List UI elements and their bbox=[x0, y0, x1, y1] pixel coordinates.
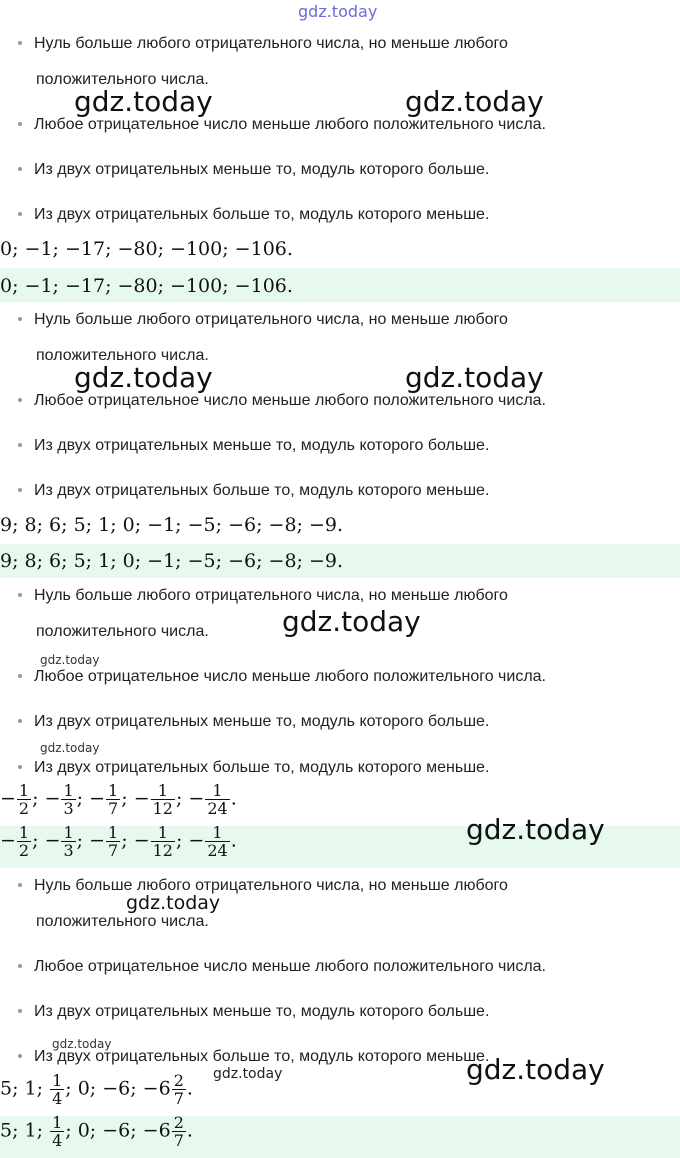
answer-middle: ; 0; −6; −6 bbox=[65, 1077, 171, 1100]
rule-bullet bbox=[18, 758, 489, 778]
separator: ; bbox=[32, 787, 45, 810]
fraction-numerator: 1 bbox=[18, 781, 30, 800]
fraction-denominator: 2 bbox=[18, 841, 30, 860]
answer-line-highlighted: 9; 8; 6; 5; 1; 0; −1; −5; −6; −8; −9. bbox=[0, 550, 344, 572]
bullet-dot-icon bbox=[18, 765, 22, 769]
rule-bullet bbox=[18, 586, 508, 606]
rule-bullet bbox=[18, 391, 546, 411]
fraction bbox=[205, 824, 229, 859]
rule-bullet bbox=[18, 436, 489, 456]
rule-text: Нуль больше любого отрицательного числа, но меньше любого bbox=[34, 877, 508, 894]
answer-line: 9; 8; 6; 5; 1; 0; −1; −5; −6; −8; −9. bbox=[0, 514, 344, 536]
bullet-dot-icon bbox=[18, 41, 22, 45]
fraction bbox=[172, 1114, 186, 1149]
fraction bbox=[205, 782, 229, 817]
fraction-numerator: 1 bbox=[151, 824, 175, 842]
mixed-sequence bbox=[0, 1072, 193, 1107]
fraction-denominator: 7 bbox=[173, 1089, 184, 1108]
fraction-numerator: 1 bbox=[205, 824, 229, 842]
fraction-denominator: 24 bbox=[207, 799, 228, 818]
separator: ; bbox=[76, 787, 90, 810]
rule-text: Из двух отрицательных больше то, модуль которого меньше. bbox=[34, 1048, 490, 1065]
rule-text: Из двух отрицательных больше то, модуль которого меньше. bbox=[34, 759, 490, 776]
watermark: gdz.today bbox=[405, 361, 544, 394]
answer-mixed-line-highlighted bbox=[0, 1112, 680, 1158]
fraction bbox=[106, 824, 120, 859]
bullet-dot-icon bbox=[18, 674, 22, 678]
watermark-small: gdz.today bbox=[40, 653, 100, 667]
fraction-denominator: 24 bbox=[207, 841, 228, 860]
fraction-numerator: 1 bbox=[52, 1071, 63, 1090]
fraction-sign: − bbox=[0, 829, 16, 852]
rule-text: Любое отрицательное число меньше любого положительного числа. bbox=[34, 116, 546, 133]
separator: ; bbox=[175, 787, 189, 810]
answer-prefix: 5; 1; bbox=[0, 1077, 50, 1100]
fraction bbox=[61, 782, 75, 817]
rule-text: Из двух отрицательных больше то, модуль которого меньше. bbox=[34, 482, 490, 499]
fraction-sign: − bbox=[188, 829, 205, 852]
bullet-dot-icon bbox=[18, 317, 22, 321]
fraction-numerator: 2 bbox=[173, 1113, 184, 1132]
separator: . bbox=[230, 787, 237, 810]
rule-continuation: положительного числа. bbox=[36, 913, 209, 930]
fraction-denominator: 2 bbox=[18, 799, 30, 818]
rule-text: Нуль больше любого отрицательного числа, но меньше любого bbox=[34, 35, 508, 52]
fraction bbox=[17, 824, 31, 859]
fraction-denominator: 7 bbox=[108, 799, 119, 818]
fraction-denominator: 3 bbox=[63, 799, 74, 818]
rule-text: Из двух отрицательных меньше то, модуль которого больше. bbox=[34, 161, 490, 178]
fraction bbox=[106, 782, 120, 817]
bullet-dot-icon bbox=[18, 443, 22, 447]
fraction bbox=[151, 782, 175, 817]
fraction bbox=[172, 1072, 186, 1107]
bullet-dot-icon bbox=[18, 488, 22, 492]
rule-bullet bbox=[18, 667, 546, 687]
fraction bbox=[50, 1072, 64, 1107]
rule-bullet bbox=[18, 957, 546, 977]
separator: ; bbox=[76, 829, 90, 852]
fraction-sequence bbox=[0, 824, 237, 859]
watermark-small: gdz.today bbox=[213, 1066, 283, 1082]
watermark: gdz.today bbox=[74, 361, 213, 394]
fraction-sign: − bbox=[0, 787, 16, 810]
fraction bbox=[61, 824, 75, 859]
fraction-sign: − bbox=[133, 829, 150, 852]
rule-text: Нуль больше любого отрицательного числа, но меньше любого bbox=[34, 311, 508, 328]
fraction-denominator: 12 bbox=[152, 799, 173, 818]
fraction-numerator: 1 bbox=[108, 781, 119, 800]
bullet-dot-icon bbox=[18, 122, 22, 126]
bullet-dot-icon bbox=[18, 212, 22, 216]
separator: . bbox=[186, 1119, 193, 1142]
fraction-sequence bbox=[0, 782, 237, 817]
watermark: gdz.today bbox=[405, 85, 544, 118]
rule-text: Из двух отрицательных меньше то, модуль которого больше. bbox=[34, 437, 490, 454]
mixed-sequence bbox=[0, 1114, 193, 1149]
rule-bullet bbox=[18, 34, 508, 54]
rule-continuation: положительного числа. bbox=[36, 623, 209, 640]
fraction-numerator: 1 bbox=[151, 782, 175, 800]
watermark: gdz.today bbox=[74, 85, 213, 118]
fraction bbox=[151, 824, 175, 859]
answer-line: 0; −1; −17; −80; −100; −106. bbox=[0, 238, 293, 260]
fraction bbox=[17, 782, 31, 817]
separator: . bbox=[186, 1077, 193, 1100]
fraction-denominator: 4 bbox=[52, 1131, 63, 1150]
fraction-denominator: 7 bbox=[173, 1131, 184, 1150]
rule-bullet bbox=[18, 115, 546, 135]
fraction-numerator: 1 bbox=[63, 823, 74, 842]
fraction-numerator: 1 bbox=[108, 823, 119, 842]
fraction-sign: − bbox=[44, 829, 61, 852]
bullet-dot-icon bbox=[18, 1009, 22, 1013]
fraction-numerator: 1 bbox=[205, 782, 229, 800]
separator: ; bbox=[121, 787, 134, 810]
watermark: gdz.today bbox=[282, 605, 421, 638]
watermark-small: gdz.today bbox=[40, 741, 100, 755]
rule-bullet bbox=[18, 310, 508, 330]
rule-text: Любое отрицательное число меньше любого положительного числа. bbox=[34, 668, 546, 685]
rule-text: Из двух отрицательных больше то, модуль которого меньше. bbox=[34, 206, 490, 223]
bullet-dot-icon bbox=[18, 167, 22, 171]
rule-text: Нуль больше любого отрицательного числа, но меньше любого bbox=[34, 587, 508, 604]
fraction-sign: − bbox=[89, 787, 106, 810]
watermark-small: gdz.today bbox=[52, 1037, 112, 1051]
watermark-medium: gdz.today bbox=[126, 892, 221, 914]
separator: ; bbox=[32, 829, 45, 852]
bullet-dot-icon bbox=[18, 883, 22, 887]
fraction-denominator: 3 bbox=[63, 841, 74, 860]
rule-bullet bbox=[18, 1047, 489, 1067]
fraction-sign: − bbox=[44, 787, 61, 810]
rule-bullet bbox=[18, 1002, 489, 1022]
answer-line-highlighted: 0; −1; −17; −80; −100; −106. bbox=[0, 275, 293, 297]
bullet-dot-icon bbox=[18, 964, 22, 968]
rule-text: Из двух отрицательных меньше то, модуль которого больше. bbox=[34, 713, 490, 730]
bullet-dot-icon bbox=[18, 1054, 22, 1058]
rule-text: Из двух отрицательных меньше то, модуль которого больше. bbox=[34, 1003, 490, 1020]
watermark: gdz.today bbox=[466, 813, 605, 846]
watermark-top: gdz.today bbox=[298, 2, 378, 21]
fraction-sign: − bbox=[188, 787, 205, 810]
fraction-denominator: 12 bbox=[152, 841, 173, 860]
rule-bullet bbox=[18, 160, 489, 180]
fraction bbox=[50, 1114, 64, 1149]
answer-middle: ; 0; −6; −6 bbox=[65, 1119, 171, 1142]
fraction-sign: − bbox=[89, 829, 106, 852]
fraction-denominator: 4 bbox=[52, 1089, 63, 1108]
bullet-dot-icon bbox=[18, 398, 22, 402]
fraction-numerator: 1 bbox=[18, 823, 30, 842]
separator: ; bbox=[121, 829, 134, 852]
fraction-sign: − bbox=[133, 787, 150, 810]
separator: ; bbox=[175, 829, 189, 852]
fraction-numerator: 2 bbox=[173, 1071, 184, 1090]
rule-text: Любое отрицательное число меньше любого положительного числа. bbox=[34, 958, 546, 975]
answer-prefix: 5; 1; bbox=[0, 1119, 50, 1142]
bullet-dot-icon bbox=[18, 593, 22, 597]
rule-bullet bbox=[18, 712, 489, 732]
separator: . bbox=[230, 829, 237, 852]
rule-bullet bbox=[18, 876, 508, 896]
watermark: gdz.today bbox=[466, 1053, 605, 1086]
fraction-denominator: 7 bbox=[108, 841, 119, 860]
rule-continuation: положительного числа. bbox=[36, 347, 209, 364]
fraction-numerator: 1 bbox=[63, 781, 74, 800]
rule-text: Любое отрицательное число меньше любого положительного числа. bbox=[34, 392, 546, 409]
rule-bullet bbox=[18, 205, 489, 225]
rule-continuation: положительного числа. bbox=[36, 71, 209, 88]
bullet-dot-icon bbox=[18, 719, 22, 723]
fraction-numerator: 1 bbox=[52, 1113, 63, 1132]
rule-bullet bbox=[18, 481, 489, 501]
